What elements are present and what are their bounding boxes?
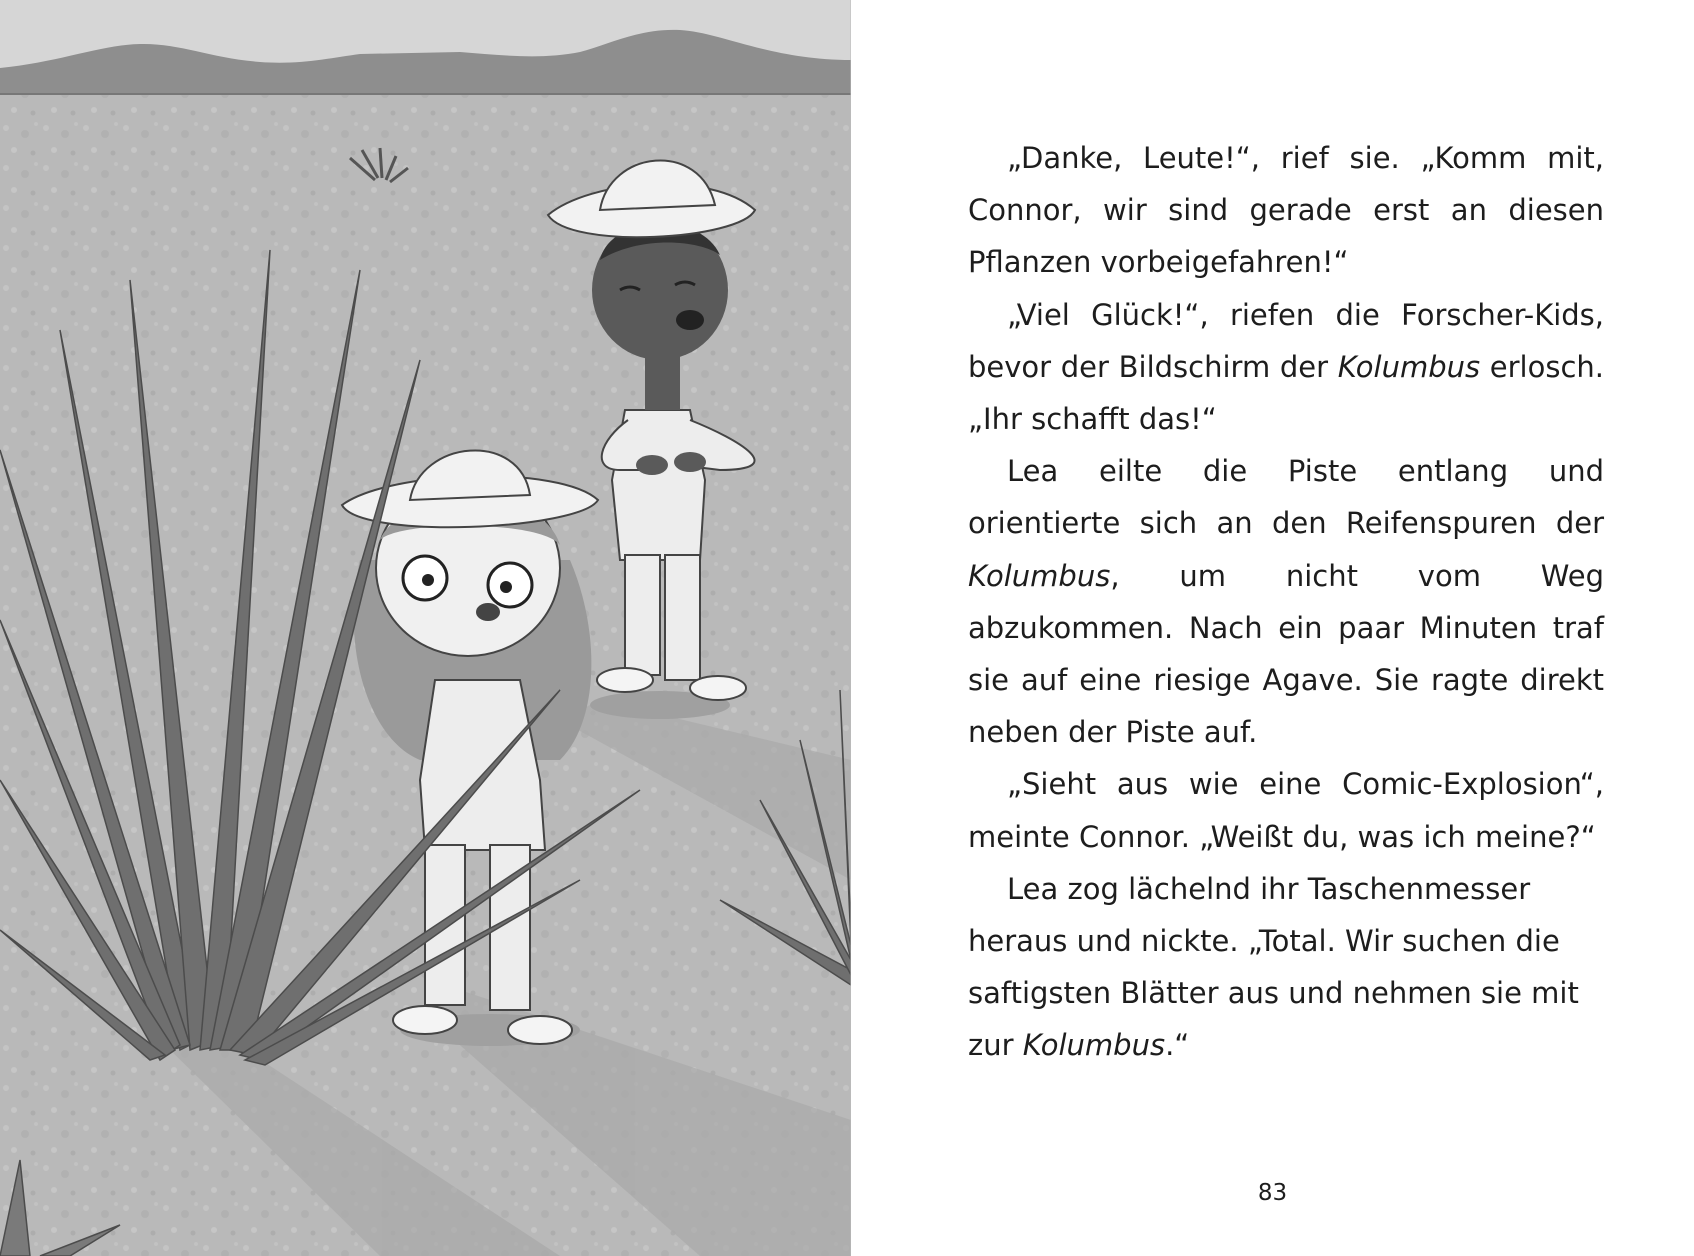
- page-number: 83: [1257, 1180, 1288, 1206]
- paragraph: [968, 863, 1604, 1072]
- text-run: erlosch. „Ihr schafft das!“: [968, 349, 1605, 437]
- paragraph: [968, 289, 1604, 446]
- text-run: Lea eilte die Piste entlang und orientierte sich an den Reifenspuren der: [968, 454, 1604, 541]
- text-page: [851, 0, 1694, 1256]
- italic-run: Kolumbus: [968, 558, 1111, 593]
- paragraph: [968, 132, 1604, 289]
- text-run: „Viel Glück!“, riefen die Forscher-Kids, bevor der Bildschirm der: [968, 297, 1604, 384]
- text-run: „Sieht aus wie eine Comic-Explosion“, meinte Connor. „Weißt du, was ich meine?“: [968, 767, 1604, 854]
- paragraph: [968, 758, 1604, 862]
- text-run: „Danke, Leute!“, rief sie. „Komm mit, Connor, wir sind gerade erst an diesen Pflanzen vorbeigefahren!“: [968, 141, 1604, 280]
- text-run: .“: [1165, 1028, 1190, 1063]
- italic-run: Kolumbus: [1337, 349, 1481, 384]
- text-run: Lea zog lächelnd ihr Taschenmesser heraus und nickte. „Total. Wir suchen die saftigsten Blätter aus und nehmen sie mit zur: [968, 871, 1579, 1063]
- paragraph: [968, 445, 1604, 758]
- italic-run: Kolumbus: [1022, 1028, 1166, 1063]
- story-text: [968, 132, 1604, 1072]
- text-run: , um nicht vom Weg abzukommen. Nach ein paar Minuten traf sie auf eine riesige Agave. Sie ragte direkt neben der Piste auf.: [968, 558, 1604, 750]
